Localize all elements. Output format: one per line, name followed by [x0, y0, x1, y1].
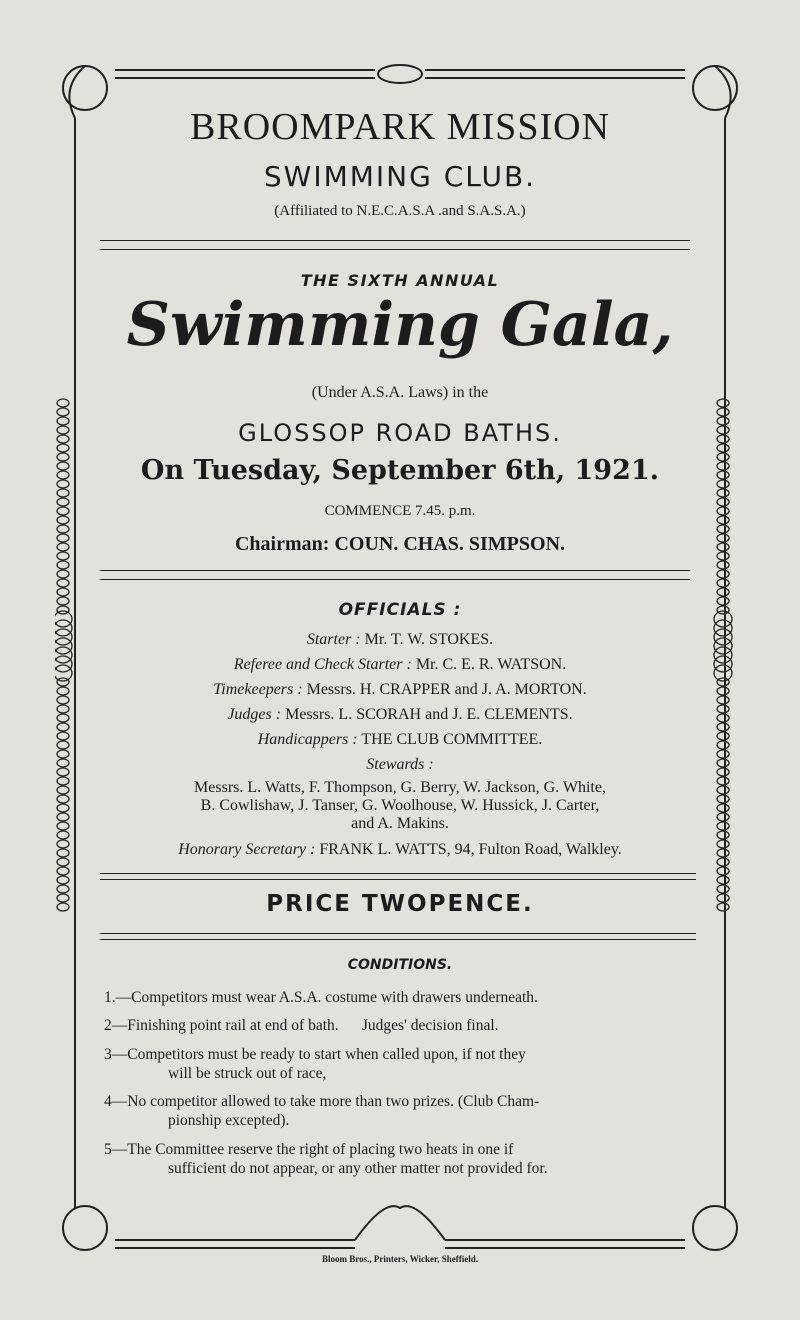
chairman — [0, 533, 800, 556]
official-name: THE CLUB COMMITTEE. — [361, 731, 543, 748]
divider — [100, 933, 696, 940]
official-row — [0, 727, 800, 752]
chain-ring-icon — [57, 489, 69, 497]
secretary: FRANK L. WATTS, 94, Fulton Road, Walkley. — [319, 841, 622, 858]
condition-item — [104, 1016, 694, 1035]
chain-ring-icon — [57, 876, 69, 884]
chain-ring-icon — [57, 867, 69, 875]
chairman-name: COUN. CHAS. SIMPSON. — [334, 533, 566, 555]
condition-item — [104, 988, 694, 1007]
chain-ring-icon — [717, 579, 729, 587]
chain-ring-icon — [717, 489, 729, 497]
venue: GLOSSOP ROAD BATHS. — [238, 419, 562, 447]
printer-credit: Bloom Bros., Printers, Wicker, Sheffield. — [322, 1254, 478, 1264]
chain-ring-icon — [717, 570, 729, 578]
role: Judges : — [227, 706, 282, 723]
condition-item — [104, 1092, 694, 1130]
chain-ring-icon — [57, 588, 69, 596]
stewards-line: B. Cowlishaw, J. Tanser, G. Woolhouse, W. Hussick, J. Carter, — [200, 797, 600, 814]
divider — [100, 873, 696, 880]
chain-ring-icon — [717, 561, 729, 569]
condition-text: 3—Competitors must be ready to start when called upon, if not they — [104, 1046, 526, 1063]
official-row — [0, 677, 800, 702]
chain-ring-icon — [57, 408, 69, 416]
condition-text: 4—No competitor allowed to take more than two prizes. (Club Cham- — [104, 1093, 540, 1110]
official-name: Mr. T. W. STOKES. — [364, 631, 494, 648]
secretary-label: Honorary Secretary : — [178, 841, 316, 858]
edition: THE SIXTH ANNUAL — [300, 271, 500, 290]
chain-ring-icon — [717, 408, 729, 416]
role: Starter : — [306, 631, 361, 648]
condition-item — [104, 1140, 694, 1178]
chain-ring-icon — [717, 876, 729, 884]
chain-ring-icon — [717, 588, 729, 596]
divider — [100, 570, 690, 580]
conditions-heading: CONDITIONS. — [347, 957, 453, 973]
club-subtitle: SWIMMING CLUB. — [263, 160, 537, 193]
commence-time: COMMENCE 7.45. p.m. — [324, 503, 476, 519]
official-name: Messrs. H. CRAPPER and J. A. MORTON. — [306, 681, 587, 698]
chain-ring-icon — [57, 579, 69, 587]
chain-ring-icon — [57, 570, 69, 578]
chain-ring-icon — [717, 867, 729, 875]
event-name: Swimming Gala, — [126, 290, 674, 360]
condition-continuation: will be struck out of race, — [168, 1065, 327, 1082]
chain-ring-icon — [57, 561, 69, 569]
officials-list — [0, 627, 800, 862]
affiliation: (Affiliated to N.E.C.A.S.A .and S.A.S.A.) — [274, 203, 526, 219]
chain-ring-icon — [717, 525, 729, 533]
condition-text: 2—Finishing point rail at end of bath. Judges' decision final. — [104, 1017, 499, 1034]
condition-continuation: pionship excepted). — [168, 1112, 290, 1129]
official-name: Messrs. L. SCORAH and J. E. CLEMENTS. — [285, 706, 573, 723]
price: PRICE TWOPENCE. — [266, 891, 534, 917]
club-title: BROOMPARK MISSION — [190, 106, 610, 148]
chain-ring-icon — [57, 525, 69, 533]
officials-heading: OFFICIALS : — [338, 600, 462, 620]
role: Handicappers : — [257, 731, 358, 748]
official-row — [0, 627, 800, 652]
official-row — [0, 702, 800, 727]
role: Referee and Check Starter : — [233, 656, 412, 673]
stewards-label: Stewards : — [366, 756, 434, 773]
condition-item — [104, 1045, 694, 1083]
stewards-line: and A. Makins. — [351, 815, 449, 832]
chairman-label: Chairman: — [234, 533, 330, 555]
condition-continuation: sufficient do not appear, or any other matter not provided for. — [168, 1160, 548, 1177]
event-date: On Tuesday, September 6th, 1921. — [140, 455, 660, 486]
official-row — [0, 652, 800, 677]
official-name: Mr. C. E. R. WATSON. — [415, 656, 567, 673]
condition-text: 1.—Competitors must wear A.S.A. costume with drawers underneath. — [104, 989, 538, 1006]
stewards-line: Messrs. L. Watts, F. Thompson, G. Berry, W. Jackson, G. White, — [194, 779, 606, 796]
condition-text: 5—The Committee reserve the right of placing two heats in one if — [104, 1141, 514, 1158]
laws: (Under A.S.A. Laws) in the — [311, 384, 489, 401]
divider — [100, 240, 690, 250]
role: Timekeepers : — [213, 681, 303, 698]
